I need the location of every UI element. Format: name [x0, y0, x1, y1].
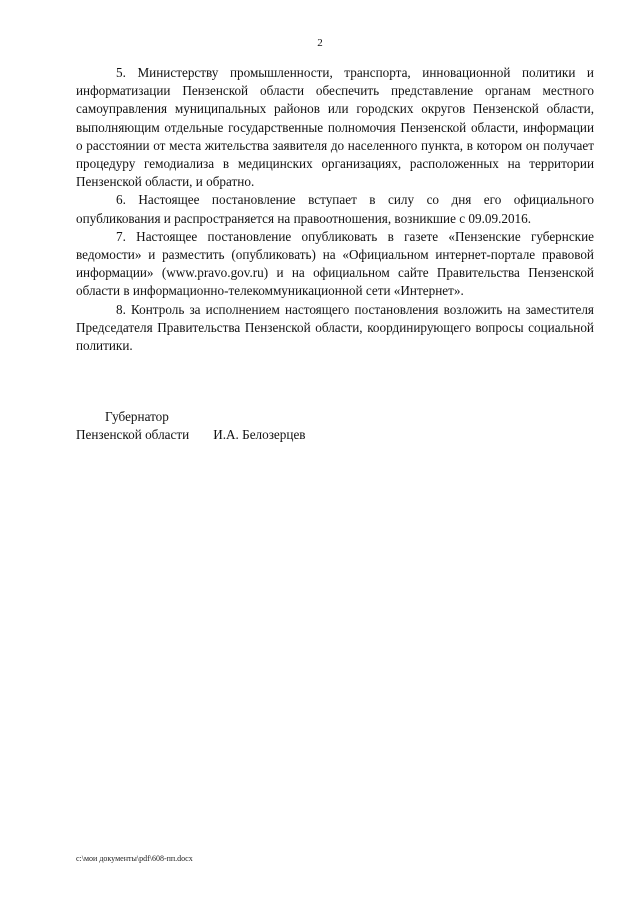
footer-file-path: c:\мои документы\pdf\608-пп.docx	[76, 854, 193, 863]
signature-title: Губернатор	[105, 409, 169, 424]
paragraph-7: 7. Настоящее постановление опубликовать в газете «Пензенские губернские ведомости» и разместить (опубликовать) на «Официальном интернет-портале правовой информации» (www.pravo.gov.ru) и на официальном сайте Правительства Пензенской области в информационно-телекоммуникационной сети «Интернет».	[76, 228, 594, 299]
signature-name: И.А. Белозерцев	[213, 427, 306, 443]
paragraph-6: 6. Настоящее постановление вступает в силу со дня его официального опубликования и распространяется на правоотношения, возникшие с 09.09.2016.	[76, 192, 594, 226]
signature-block	[76, 408, 594, 444]
signature-row	[76, 426, 594, 444]
document-body	[76, 64, 594, 355]
paragraph-8: 8. Контроль за исполнением настоящего постановления возложить на заместителя Председателя Правительства Пензенской области, координирующего вопросы социальной политики.	[76, 301, 594, 354]
paragraph-5: 5. Министерству промышленности, транспорта, инновационной политики и информатизации Пензенской области обеспечить представление органам местного самоуправления муниципальных районов или городских округов Пензенской области, выполняющим отдельные государственные полномочия Пензенской области, информации о расстоянии от места жительства заявителя до населенного пункта, в котором он получает процедуру гемодиализа в медицинских организациях, расположенных на территории Пензенской области, и обратно.	[76, 65, 594, 190]
page-number: 2	[317, 37, 323, 49]
signature-region: Пензенской области	[76, 427, 190, 443]
